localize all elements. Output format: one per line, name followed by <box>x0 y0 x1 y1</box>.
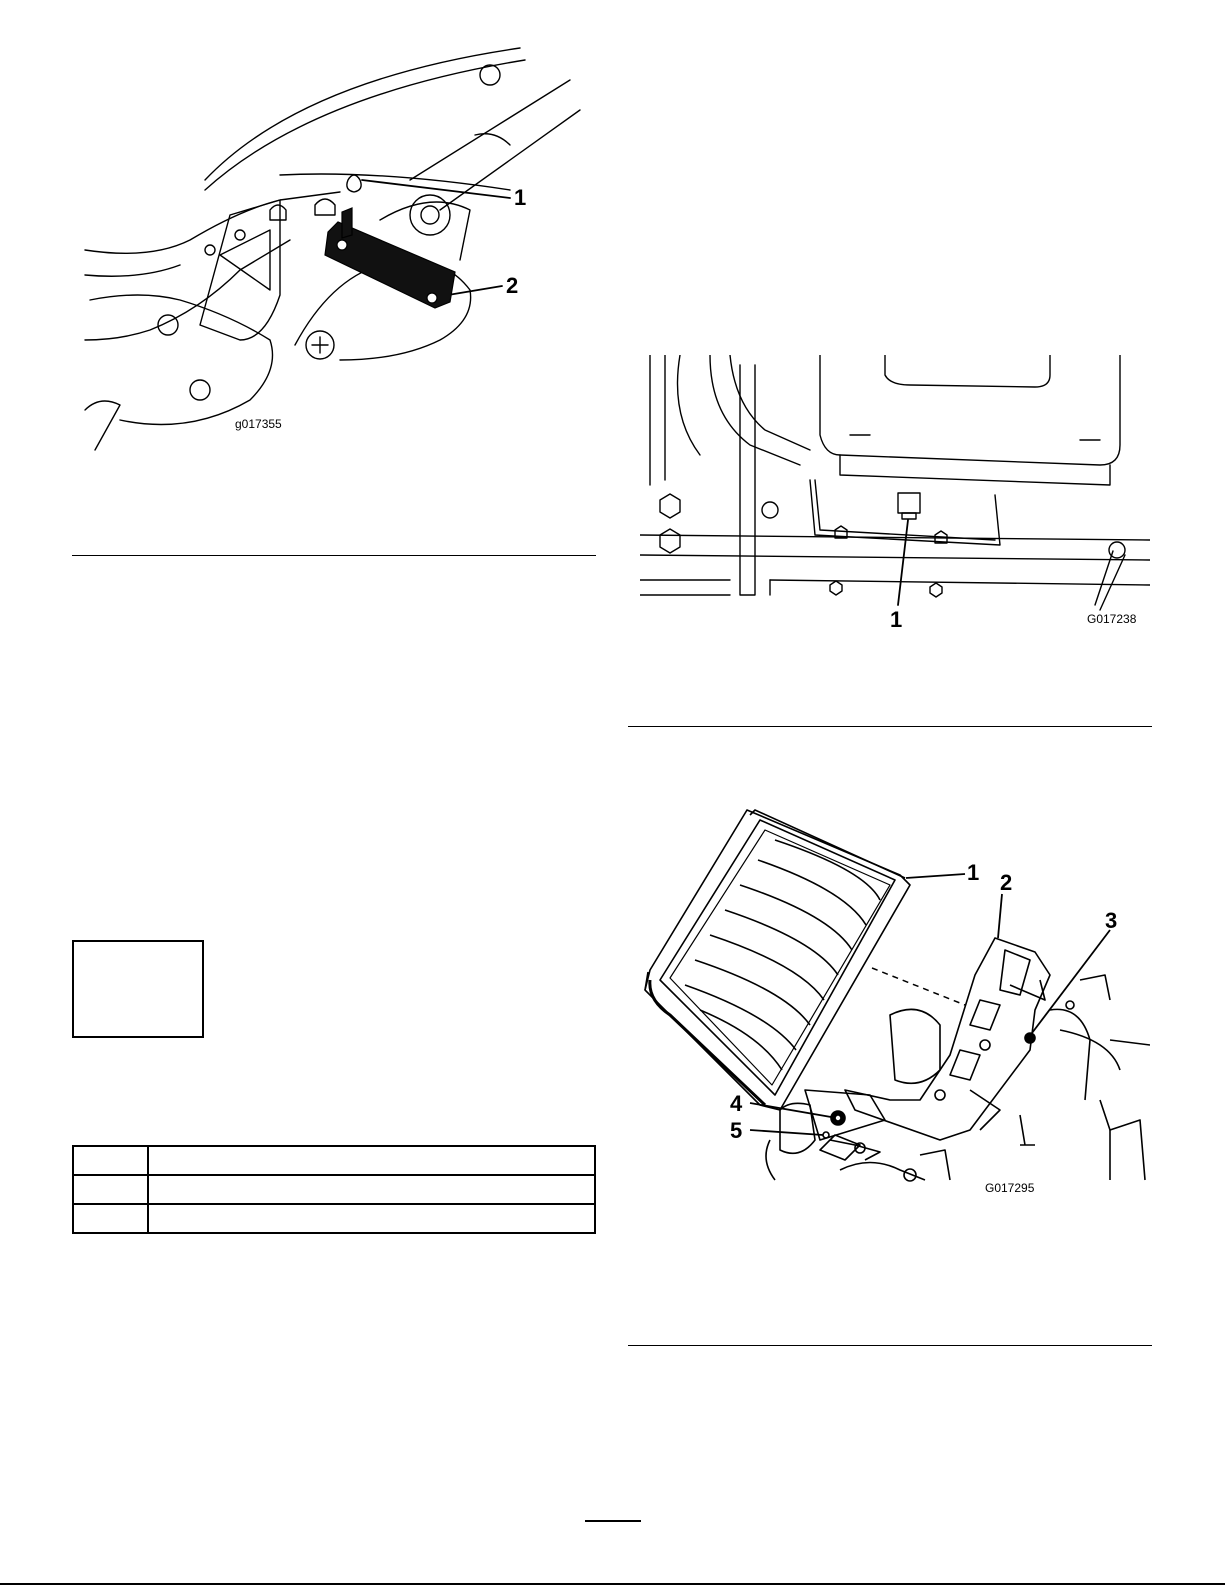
callout-4: 4 <box>730 1091 743 1116</box>
figure-id: g017355 <box>235 417 282 431</box>
callout-5: 5 <box>730 1118 743 1143</box>
figure-G017295 <box>640 800 1150 1200</box>
note-box <box>72 940 204 1038</box>
figure-divider <box>628 726 1152 727</box>
figure-g017355 <box>80 40 600 460</box>
table-row <box>73 1204 595 1233</box>
spec-table <box>72 1145 596 1234</box>
figure-id: G017238 <box>1087 612 1137 626</box>
figure-G017295-drawing <box>640 800 1150 1200</box>
table-row <box>73 1146 595 1175</box>
table-cell <box>148 1204 595 1233</box>
figure-divider <box>72 555 596 556</box>
callout-1: 1 <box>514 185 527 210</box>
callout-1: 1 <box>890 607 903 632</box>
table-cell <box>148 1175 595 1204</box>
figure-g017355-drawing <box>80 40 600 460</box>
figure-id: G017295 <box>985 1181 1035 1195</box>
callout-2: 2 <box>1000 870 1013 895</box>
table-cell <box>73 1175 148 1204</box>
figure-G017238-drawing <box>640 355 1150 645</box>
callout-3: 3 <box>1105 908 1118 933</box>
callout-1: 1 <box>967 860 980 885</box>
table-row <box>73 1175 595 1204</box>
table-cell <box>148 1146 595 1175</box>
table-cell <box>73 1146 148 1175</box>
figure-G017238 <box>640 355 1150 645</box>
callout-2: 2 <box>506 273 519 298</box>
page-number-rule <box>585 1520 641 1522</box>
figure-divider <box>628 1345 1152 1346</box>
table-cell <box>73 1204 148 1233</box>
